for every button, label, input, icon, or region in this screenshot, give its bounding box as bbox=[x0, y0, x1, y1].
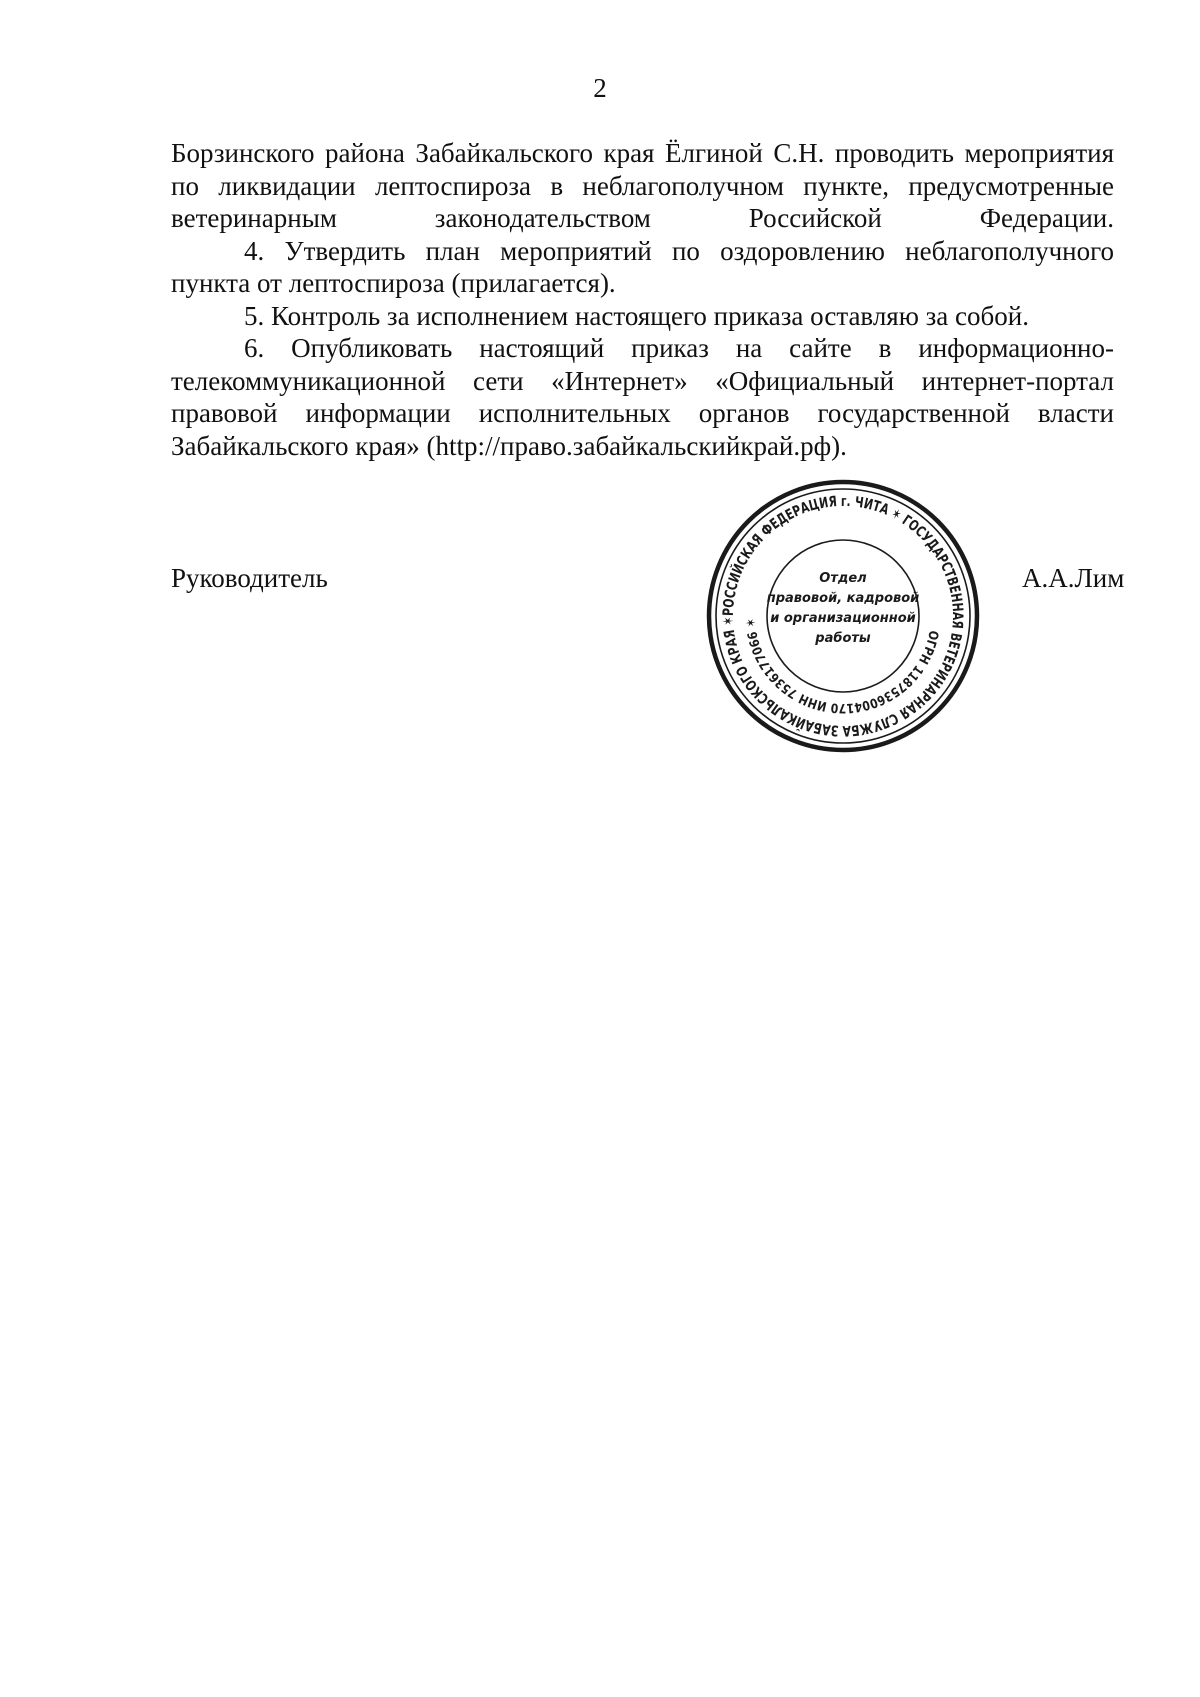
seal-center-text bbox=[767, 571, 920, 646]
paragraph-continuation: Борзинского района Забайкальского края Ёлгиной С.Н. проводить мероприятия по ликвидации лептоспироза в неблагополучном пункте, предусмотренные ветеринарным законодательством Российской Федерации. bbox=[171, 138, 1114, 233]
signatory-name: А.А.Лим bbox=[1022, 563, 1125, 593]
paragraph-item-6: 6. Опубликовать настоящий приказ на сайте в информационно-телекоммуникационной сети «Интернет» «Официальный интернет-портал правовой информации исполнительных органов государственной власти Забайкальского края» (http://право.забайкальскийкрай.рф). bbox=[171, 333, 1114, 461]
seal-center-line-1: Отдел bbox=[819, 571, 867, 586]
official-seal bbox=[703, 476, 983, 756]
page-number: 2 bbox=[593, 73, 607, 103]
paragraph-item-5: 5. Контроль за исполнением настоящего приказа оставляю за собой. bbox=[244, 300, 1029, 331]
seal-center-line-3: и организационной bbox=[770, 611, 916, 626]
paragraph-item-4: 4. Утвердить план мероприятий по оздоровлению неблагополучного пункта от лептоспироза (прилагается). bbox=[171, 235, 1114, 298]
document-body bbox=[171, 137, 1114, 462]
seal-inner-textpath: ОГРН 1187536004170 ИНН 7536177066 ✶ bbox=[743, 615, 941, 716]
seal-outer-textpath: РОССИЙСКАЯ ФЕДЕРАЦИЯ г. ЧИТА ✶ ГОСУДАРСТВЕННАЯ ВЕТЕРИНАРНАЯ СЛУЖБА ЗАБАЙКАЛЬСКОГО КРАЯ ✶ bbox=[720, 493, 966, 739]
signatory-title: Руководитель bbox=[171, 563, 328, 593]
seal-center-line-4: работы bbox=[815, 631, 871, 646]
seal-center-line-2: правовой, кадровой bbox=[766, 591, 920, 606]
